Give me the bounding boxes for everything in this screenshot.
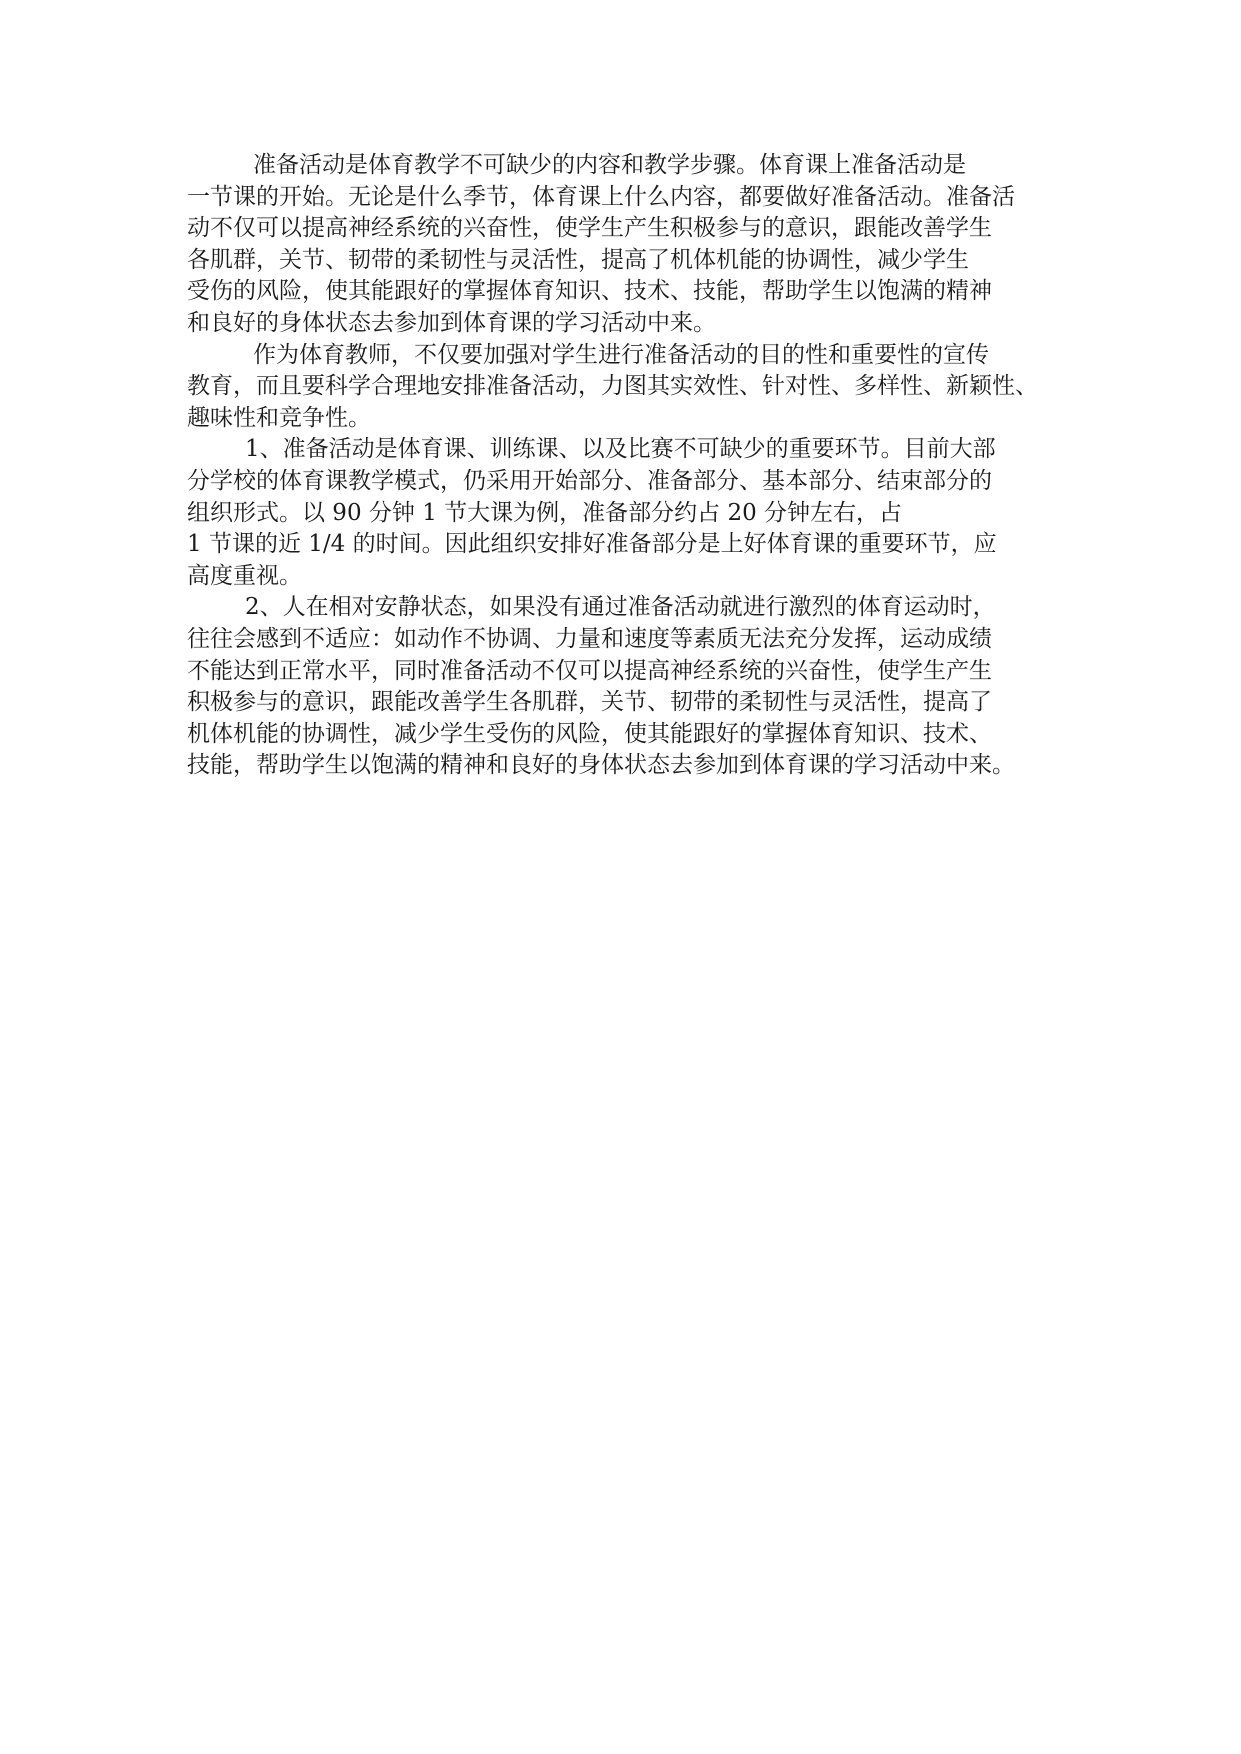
text-line: 教育，而且要科学合理地安排准备活动，力图其实效性、针对性、多样性、新颖性、 (187, 373, 1038, 400)
text-line: 和良好的身体状态去参加到体育课的学习活动中来。 (187, 309, 716, 336)
text-line: 高度重视。 (187, 562, 302, 589)
text-line: 1、准备活动是体育课、训练课、以及比赛不可缺少的重要环节。目前大部 (245, 436, 996, 463)
text-line: 准备活动是体育教学不可缺少的内容和教学步骤。体育课上准备活动是 (253, 152, 966, 178)
text-line: 动不仅可以提高神经系统的兴奋性，使学生产生积极参与的意识，跟能改善学生 (187, 215, 992, 242)
text-line: 2、人在相对安静状态，如果没有通过准备活动就进行激烈的体育运动时， (245, 594, 996, 621)
text-line: 1 节课的近 1/4 的时间。因此组织安排好准备部分是上好体育课的重要环节，应 (187, 531, 997, 558)
text-line: 分学校的体育课教学模式，仍采用开始部分、准备部分、基本部分、结束部分的 (187, 467, 992, 494)
paragraph-point-2 (187, 592, 1067, 782)
text-line: 机体机能的协调性，减少学生受伤的风险，使其能跟好的掌握体育知识、技术、 (187, 720, 992, 747)
text-line: 受伤的风险，使其能跟好的掌握体育知识、技术、技能，帮助学生以饱满的精神 (187, 278, 992, 305)
paragraph-intro (187, 150, 1067, 340)
text-line: 组织形式。以 90 分钟 1 节大课为例，准备部分约占 20 分钟左右，占 (187, 499, 903, 526)
paragraph-point-1 (187, 434, 1067, 592)
document-body (187, 150, 1067, 782)
paragraph-teacher-role (187, 340, 1067, 435)
text-line: 各肌群，关节、韧带的柔韧性与灵活性，提高了机体机能的协调性，减少学生 (187, 246, 969, 273)
text-line: 趣味性和竞争性。 (187, 404, 371, 431)
text-line: 积极参与的意识，跟能改善学生各肌群，关节、韧带的柔韧性与灵活性，提高了 (187, 689, 992, 716)
text-line: 不能达到正常水平，同时准备活动不仅可以提高神经系统的兴奋性，使学生产生 (187, 657, 992, 684)
text-line: 往往会感到不适应：如动作不协调、力量和速度等素质无法充分发挥，运动成绩 (187, 625, 992, 652)
text-line: 技能，帮助学生以饱满的精神和良好的身体状态去参加到体育课的学习活动中来。 (187, 752, 1015, 779)
text-line: 一节课的开始。无论是什么季节，体育课上什么内容，都要做好准备活动。准备活 (187, 183, 1015, 210)
text-line: 作为体育教师，不仅要加强对学生进行准备活动的目的性和重要性的宣传 (253, 341, 989, 368)
